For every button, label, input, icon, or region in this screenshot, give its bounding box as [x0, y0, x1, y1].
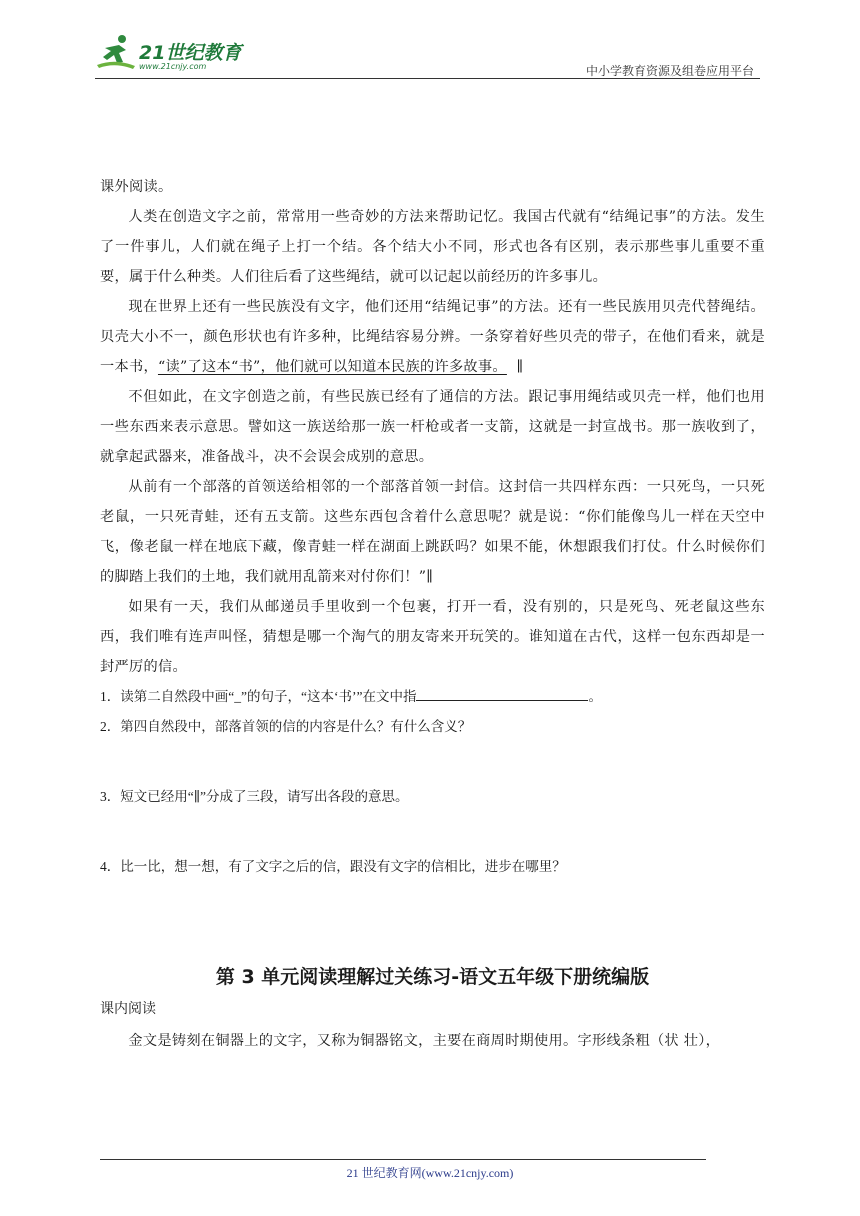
page-content	[100, 172, 765, 1056]
question-1	[100, 682, 765, 712]
underlined-sentence: “读”了这本“书”，他们就可以知道本民族的许多故事。	[157, 359, 507, 375]
page-header	[95, 32, 760, 80]
question-3: 3．短文已经用“∥”分成了三段，请写出各段的意思。	[100, 789, 409, 804]
answer-blank[interactable]	[416, 686, 588, 701]
section-title: 第 3 单元阅读理解过关练习-语文五年级下册统编版	[215, 966, 650, 988]
header-divider	[95, 78, 760, 79]
paragraph-3: 不但如此，在文字创造之前，有些民族已经有了通信的方法。跟记事用绳结或贝壳一样，他们也用一些东西来表示意思。譬如这一族送给那一族一杆枪或者一支箭，这就是一封宣战书。那一族收到了，就拿起武器来，准备战斗，决不会误会成别的意思。	[100, 389, 765, 465]
paragraph-4-text: 从前有一个部落的首领送给相邻的一个部落首领一封信。这封信一共四样东西：一只死鸟，一只死老鼠，一只死青蛙，还有五支箭。这些东西包含着什么意思呢？就是说：“你们能像鸟儿一样在天空中飞，像老鼠一样在地底下藏，像青蛙一样在湖面上跳跃吗？如果不能，休想跟我们打仗。什么时候你们的脚踏上我们的土地，我们就用乱箭来对付你们！”	[100, 479, 765, 585]
logo-url: www.21cnjy.com	[139, 62, 207, 71]
footer-divider	[100, 1159, 706, 1160]
passage-label: 课外阅读。	[100, 179, 173, 195]
question-2: 2．第四自然段中，部落首领的信的内容是什么？有什么含义？	[100, 719, 472, 734]
paragraph-2	[100, 292, 765, 382]
paragraph-1: 人类在创造文字之前，常常用一些奇妙的方法来帮助记忆。我国古代就有“结绳记事”的方法。发生了一件事儿，人们就在绳子上打一个结。各个结大小不同，形式也各有区别，表示那些事儿重要不重要，属于什么种类。人们往后看了这些绳结，就可以记起以前经历的许多事儿。	[100, 209, 765, 285]
underline-mark: _	[234, 689, 241, 704]
section-label: 课内阅读	[100, 1002, 156, 1017]
answer-space[interactable]	[100, 882, 765, 960]
question-1-text-cont: ”的句子，“这本‘书’”在文中指	[241, 689, 417, 704]
section-divider-mark: ∥	[516, 359, 524, 375]
site-logo	[95, 32, 265, 76]
answer-space[interactable]	[100, 812, 765, 852]
runner-logo-icon	[95, 32, 139, 72]
answer-space[interactable]	[100, 742, 765, 782]
paragraph-2-text: 现在世界上还有一些民族没有文字，他们还用“结绳记事”的方法。还有一些民族用贝壳代替绳结。贝壳大小不一，颜色形状也有许多种，比绳结容易分辨。一条穿着好些贝壳的带子，在他们看来，就是一本书，	[100, 299, 765, 375]
page-footer[interactable]: 21 世纪教育网(www.21cnjy.com)	[346, 1166, 514, 1180]
paragraph-4	[100, 472, 765, 592]
question-4: 4．比一比，想一想，有了文字之后的信，跟没有文字的信相比，进步在哪里？	[100, 859, 566, 874]
platform-name: 中小学教育资源及组卷应用平台	[585, 64, 754, 78]
question-1-text: 1．读第二自然段中画“	[100, 689, 235, 704]
section-divider-mark: ∥	[426, 569, 433, 585]
question-1-end: 。	[588, 689, 602, 704]
section-paragraph: 金文是铸刻在铜器上的文字，又称为铜器铭文，主要在商周时期使用。字形线条粗（状 壮），	[128, 1033, 721, 1049]
paragraph-5: 如果有一天，我们从邮递员手里收到一个包裹，打开一看，没有别的，只是死鸟、死老鼠这些东西，我们唯有连声叫怪，猜想是哪一个淘气的朋友寄来开玩笑的。谁知道在古代，这样一包东西却是一封严厉的信。	[100, 599, 765, 675]
logo-text: 21世纪教育	[139, 42, 242, 64]
